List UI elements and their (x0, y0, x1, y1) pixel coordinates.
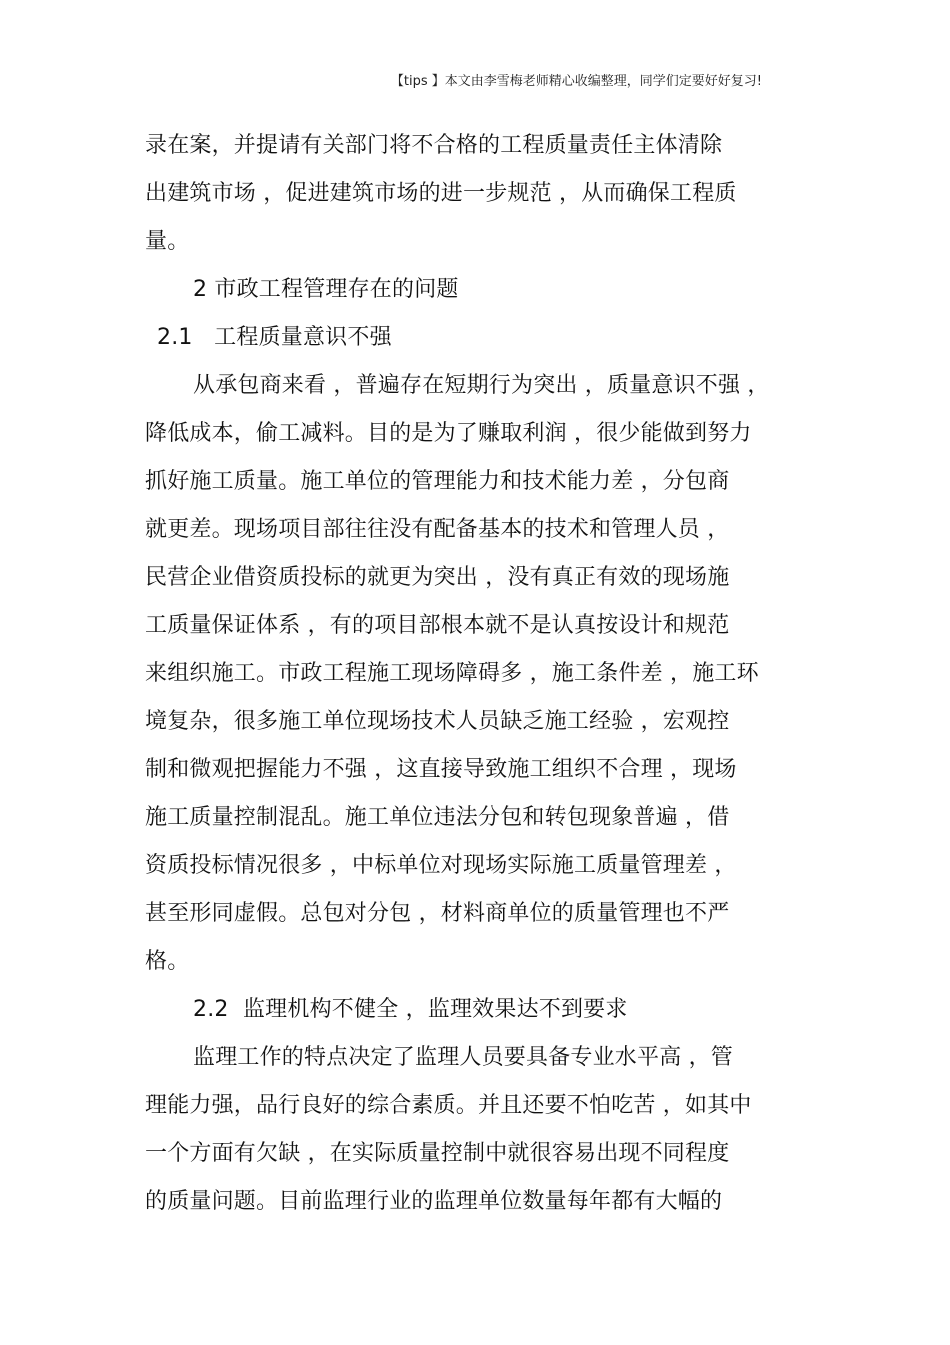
header-tips: 【tips 】本文由李雪梅老师精心收编整理，同学们定要好好复习! (390, 74, 762, 89)
text-line: 格。 (145, 949, 190, 974)
text-line: 甚至形同虚假。总包对分包 ，材料商单位的质量管理也不严 (145, 901, 730, 926)
subsection-heading: 2.2 监理机构不健全 ，监理效果达不到要求 (193, 997, 628, 1022)
text-line: 降低成本，偷工减料。目的是为了赚取利润 ，很少能做到努力 (145, 421, 752, 446)
text-line: 施工质量控制混乱。施工单位违法分包和转包现象普遍 ，借 (145, 805, 730, 830)
text-line: 制和微观把握能力不强 ，这直接导致施工组织不合理 ，现场 (145, 757, 737, 782)
text-line: 理能力强，品行良好的综合素质。并且还要不怕吃苦 ，如其中 (145, 1093, 752, 1118)
text-line: 民营企业借资质投标的就更为突出 ，没有真正有效的现场施 (145, 565, 730, 590)
text-line: 资质投标情况很多 ，中标单位对现场实际施工质量管理差 ， (145, 853, 737, 878)
text-line: 来组织施工。市政工程施工现场障碍多 ，施工条件差 ，施工环 (145, 661, 759, 686)
text-line: 录在案，并提请有关部门将不合格的工程质量责任主体清除 (145, 133, 723, 158)
text-line: 就更差。现场项目部往往没有配备基本的技术和管理人员 ， (145, 517, 730, 542)
text-line: 工质量保证体系 ，有的项目部根本就不是认真按设计和规范 (145, 613, 730, 638)
text-line: 一个方面有欠缺 ，在实际质量控制中就很容易出现不同程度 (145, 1141, 730, 1166)
text-line: 量。 (145, 229, 190, 254)
text-line: 抓好施工质量。施工单位的管理能力和技术能力差 ，分包商 (145, 469, 730, 494)
text-line: 出建筑市场 ，促进建筑市场的进一步规范 ，从而确保工程质 (145, 181, 737, 206)
text-line: 从承包商来看 ，普遍存在短期行为突出 ，质量意识不强 ， (193, 373, 770, 398)
text-line: 境复杂，很多施工单位现场技术人员缺乏施工经验 ，宏观控 (145, 709, 730, 734)
subsection-heading: 2.1 工程质量意识不强 (157, 325, 392, 350)
text-line: 的质量问题。目前监理行业的监理单位数量每年都有大幅的 (145, 1189, 723, 1214)
text-line: 监理工作的特点决定了监理人员要具备专业水平高 ，管 (193, 1045, 733, 1070)
section-heading: 2 市政工程管理存在的问题 (193, 277, 459, 302)
